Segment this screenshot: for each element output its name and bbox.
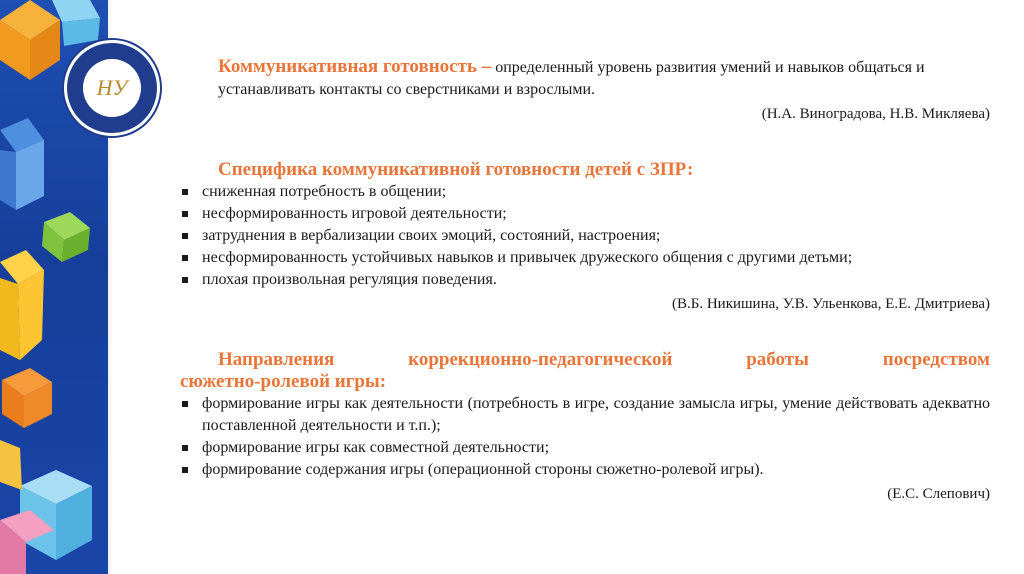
definition-author: (Н.А. Виноградова, Н.В. Микляева) — [761, 106, 990, 122]
cube-orange-low — [2, 368, 52, 428]
directions-block — [180, 349, 990, 505]
directions-author: (Е.С. Слепович) — [887, 486, 990, 502]
specifics-heading: Специфика коммуникативной готовности детей с ЗПР: — [218, 159, 694, 180]
specifics-list — [180, 181, 990, 291]
definition-term: Коммуникативная готовность – — [218, 56, 492, 77]
list-item: затруднения в вербализации своих эмоций, состояний, настроения; — [180, 225, 990, 247]
cube-blue-mid — [0, 118, 44, 210]
directions-list — [180, 393, 990, 481]
cube-orange-top — [0, 0, 60, 80]
directions-heading-line1: Направления коррекционно-педагогической работы посредством — [218, 349, 990, 370]
list-item: плохая произвольная регуляция поведения. — [180, 269, 990, 291]
logo-emblem-icon: НУ — [83, 59, 141, 117]
university-logo — [64, 40, 160, 136]
specifics-author: (В.Б. Никишина, У.В. Ульенкова, Е.Е. Дмитриева) — [671, 296, 990, 312]
specifics-block — [180, 159, 990, 315]
list-item: несформированность игровой деятельности; — [180, 203, 990, 225]
cube-yellow — [0, 250, 44, 360]
list-item: несформированность устойчивых навыков и привычек дружеского общения с другими детьми; — [180, 247, 990, 269]
list-item: формирование содержания игры (операционной стороны сюжетно-ролевой игры). — [180, 459, 990, 481]
main-content — [180, 56, 990, 539]
list-item: формирование игры как совместной деятельности; — [180, 437, 990, 459]
directions-heading-line2: сюжетно-ролевой игры: — [180, 371, 387, 392]
list-item: сниженная потребность в общении; — [180, 181, 990, 203]
definition-block — [180, 56, 990, 125]
definition-paragraph — [180, 56, 990, 101]
definition-text: определенный уровень развития умений и навыков общаться и устанавливать контакты со сверстниками и взрослыми. — [218, 59, 925, 98]
list-item: формирование игры как деятельности (потребность в игре, создание замысла игры, умение действовать адекватно поставленной деятельности и т.п.); — [180, 393, 990, 437]
cube-yellow-bottom — [0, 440, 22, 490]
cube-green — [42, 212, 90, 262]
